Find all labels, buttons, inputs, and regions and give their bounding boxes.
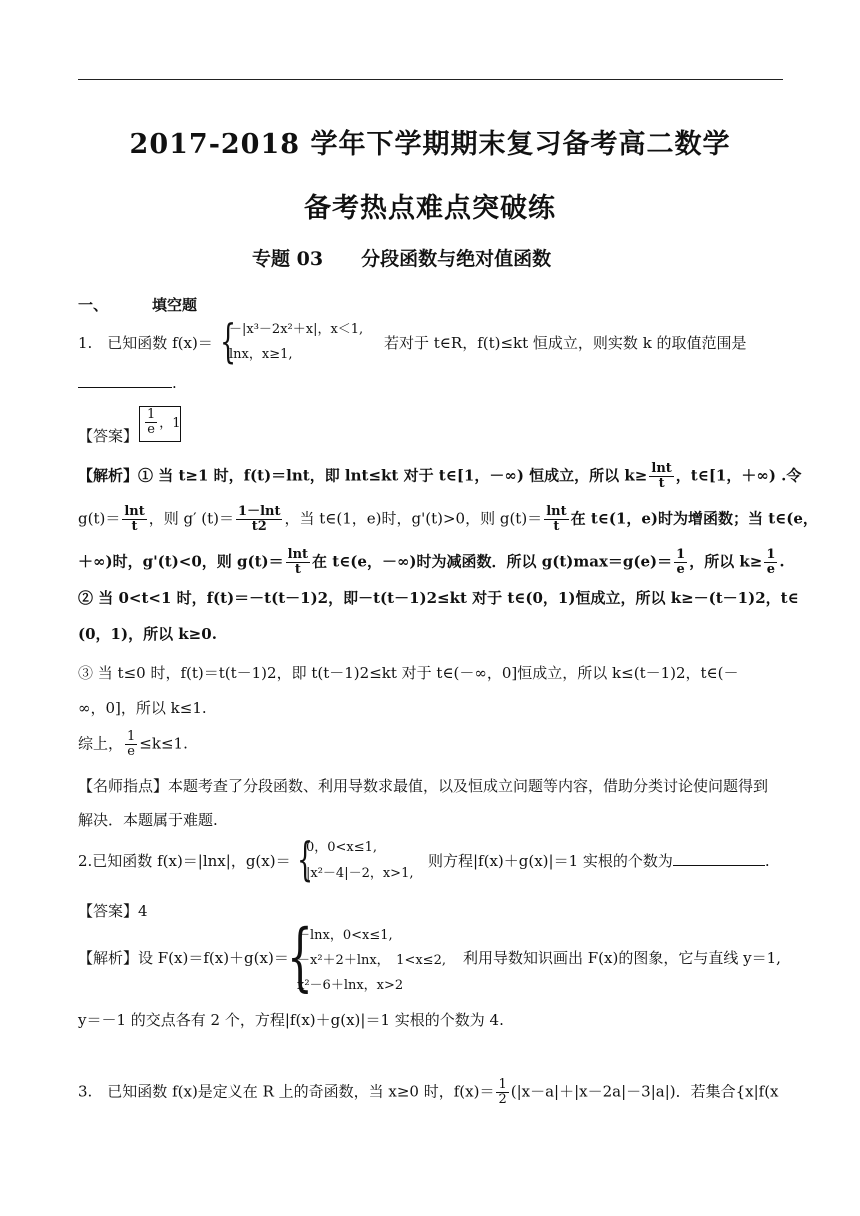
- q1-case-2: lnx，x≥1,: [229, 347, 293, 362]
- fraction: $\frac{\ln t}{t}$: [546, 504, 567, 534]
- q2-solution-line-2: y＝－1 的交点各有 2 个，方程|f(x)＋g(x)|＝1 实根的个数为 4.: [78, 1011, 504, 1029]
- q1-tip-line-2: 解决．本题属于难题.: [78, 811, 218, 829]
- q2-solution-case-2: －x²＋2＋lnx， 1<x≤2,: [297, 953, 446, 968]
- q2-answer: 【答案】4: [78, 902, 148, 920]
- header-rule: [78, 79, 783, 80]
- q1-end: .: [172, 374, 177, 392]
- topic-name: 分段函数与绝对值函数: [361, 248, 552, 270]
- q2-solution-case-3: x²－6＋lnx，x>2: [297, 978, 404, 993]
- q1-intro: 1. 已知函数 f(x)＝: [78, 334, 213, 352]
- q2-solution-case-1: －lnx，0<x≤1,: [297, 928, 393, 943]
- fraction: $\frac{1}{e}$: [676, 547, 686, 577]
- fraction: $\frac{1}{2}$: [498, 1077, 507, 1107]
- q2-case-1: 0，0<x≤1,: [306, 840, 378, 855]
- section-number: 一、: [78, 296, 109, 314]
- q1-solution-line-2: g(t)＝ $\frac{\ln t}{t}$ ，则 g′ (t)＝ $\frac{1-\ln t}{t2}$ ，当 t∈(1，e)时，g'(t)>0，则 g(t)＝ $\frac{\ln t}{t}$ 在 t∈(1，e)时为增函数；当 t∈(e，: [78, 504, 818, 534]
- section-name: 填空题: [152, 296, 198, 314]
- q2-brace: {: [297, 832, 314, 886]
- fraction: $\frac{\ln t}{t}$: [287, 547, 309, 577]
- q1-blank-line: [78, 373, 177, 393]
- answer-blank: [673, 865, 765, 866]
- q1-solution-line-5: (0，1)，所以 k≥0.: [78, 625, 217, 643]
- q2-solution-brace: {: [287, 914, 313, 1000]
- q1-case-1: －|x³－2x²＋x|，x＜1,: [229, 322, 364, 337]
- answer-blank: [78, 387, 172, 388]
- topic-title: [252, 244, 551, 271]
- q2-solution-rest: 利用导数知识画出 F(x)的图象，它与直线 y＝1,: [463, 949, 781, 967]
- q2-question: 则方程|f(x)＋g(x)|＝1 实根的个数为 .: [428, 852, 770, 870]
- fraction: $\frac{1-\ln t}{t2}$: [238, 504, 281, 534]
- q1-solution-line-3: ＋∞)时，g'(t)<0，则 g(t)＝ $\frac{\ln t}{t}$ 在 t∈(e，－∞)时为减函数．所以 g(t)max＝g(e)＝ $\frac{1}{e}$ ，所以 k≥ $\frac{1}{e}$ .: [78, 547, 785, 577]
- q2-intro: 2.已知函数 f(x)＝|lnx|，g(x)＝: [78, 852, 291, 870]
- fraction: $\frac{\ln t}{t}$: [651, 461, 672, 491]
- q2-solution-intro: 【解析】设 F(x)＝f(x)＋g(x)＝: [78, 949, 289, 967]
- q1-condition: 若对于 t∈R，f(t)≤kt 恒成立，则实数 k 的取值范围是: [384, 334, 747, 352]
- q1-tip-line-1: 【名师指点】本题考查了分段函数、利用导数求最值，以及恒成立问题等内容，借助分类讨论使问题得到: [78, 777, 769, 795]
- fraction: $\frac{1}{e}$: [127, 729, 136, 759]
- title-line-2: 备考热点难点突破练: [304, 193, 556, 224]
- q1-solution-line-6: ③ 当 t≤0 时，f(t)＝t(t－1)2，即 t(t－1)2≤kt 对于 t∈(－∞，0]恒成立，所以 k≤(t－1)2，t∈(－: [78, 664, 739, 682]
- fraction: $\frac{1}{e}$: [147, 407, 156, 437]
- q1-brace: {: [220, 314, 237, 368]
- section-heading: [78, 294, 197, 315]
- q1-conclusion: 综上， $\frac{1}{e}$ ≤k≤1.: [78, 729, 188, 759]
- q1-answer-label: 【答案】: [78, 427, 139, 445]
- topic-number: 专题 03: [252, 248, 324, 270]
- q1-answer-value: $\frac{1}{e}$ ，1: [147, 407, 181, 437]
- q1-solution-line-4: ② 当 0<t<1 时，f(t)＝－t(t－1)2，即－t(t－1)2≤kt 对于 t∈(0，1)恒成立，所以 k≥－(t－1)2，t∈: [78, 589, 799, 607]
- q3-text: 3. 已知函数 f(x)是定义在 R 上的奇函数，当 x≥0 时，f(x)＝ $\frac{1}{2}$ (|x－a|＋|x－2a|－3|a|)．若集合{x|f(x: [78, 1077, 779, 1107]
- q1-solution-line-1: 【解析】① 当 t≥1 时，f(t)＝lnt，即 lnt≤kt 对于 t∈[1，－∞) 恒成立，所以 k≥ $\frac{\ln t}{t}$ ，t∈[1，＋∞) .令: [78, 461, 802, 491]
- title-line-1: 2017-2018 学年下学期期末复习备考高二数学: [129, 129, 731, 160]
- q1-solution-line-7: ∞，0]，所以 k≤1.: [78, 699, 207, 717]
- fraction: $\frac{1}{e}$: [766, 547, 776, 577]
- fraction: $\frac{\ln t}{t}$: [124, 504, 145, 534]
- q2-case-2: |x²－4|－2，x>1,: [306, 866, 414, 881]
